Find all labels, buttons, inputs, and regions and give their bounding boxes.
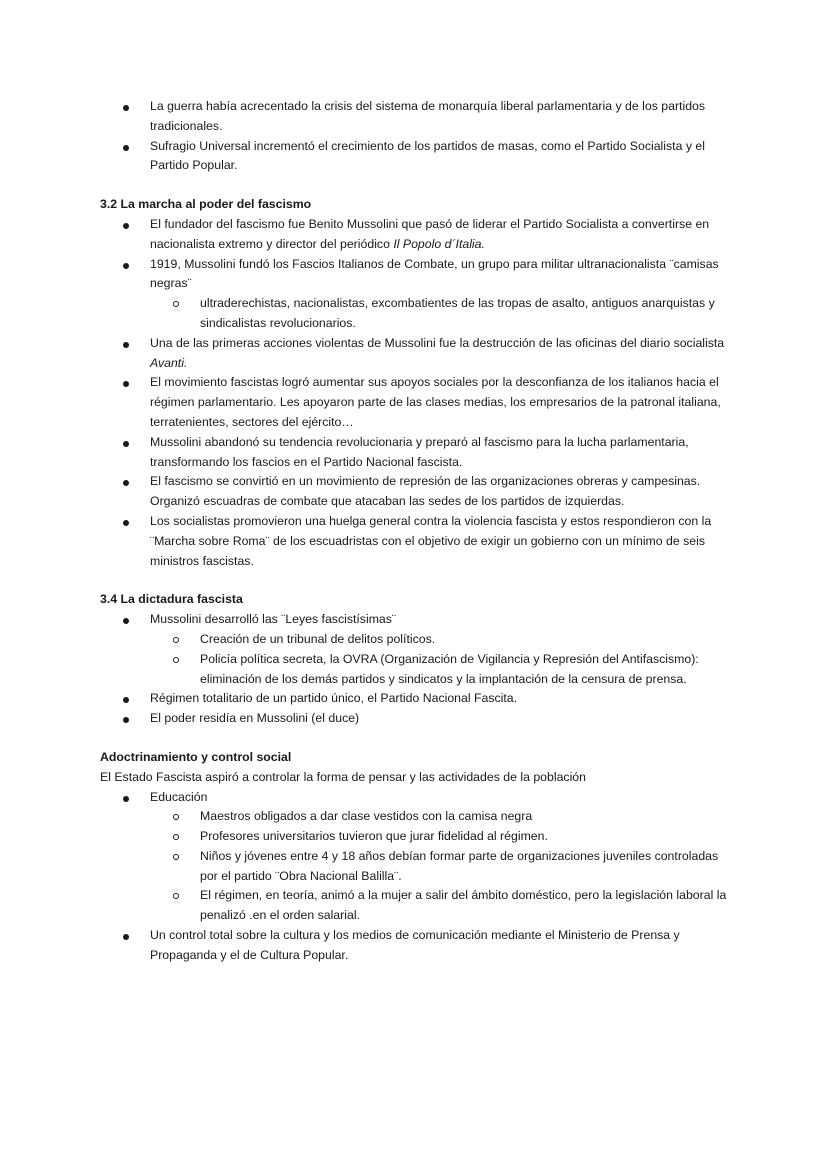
list-item xyxy=(100,610,730,689)
sub-list-item-text: Profesores universitarios tuvieron que jurar fidelidad al régimen. xyxy=(200,829,548,844)
sub-list-item xyxy=(150,847,730,887)
hollow-bullet-icon xyxy=(173,657,179,663)
newspaper-title-italic: Avanti. xyxy=(150,355,188,370)
list-item xyxy=(100,709,730,729)
bullet-icon xyxy=(123,223,129,229)
sub-list-item-text: Creación de un tribunal de delitos políticos. xyxy=(200,631,436,646)
sub-list-item xyxy=(150,630,730,650)
bullet-icon xyxy=(123,934,129,940)
list-item xyxy=(100,255,730,334)
list-item xyxy=(100,472,730,512)
list-item xyxy=(100,512,730,571)
bullet-icon xyxy=(123,480,129,486)
bullet-icon xyxy=(123,618,129,624)
section-heading-adoctrinamiento: Adoctrinamiento y control social xyxy=(100,749,292,764)
list-item xyxy=(100,926,730,966)
list-item xyxy=(100,137,730,177)
list-item xyxy=(100,433,730,473)
hollow-bullet-icon xyxy=(173,893,179,899)
list-item-text: El poder residía en Mussolini (el duce) xyxy=(150,711,360,726)
list-item-text: Los socialistas promovieron una huelga general contra la violencia fascista y estos respondieron con la ¨Marcha sobre Roma¨ de los escuadristas con el objetivo de exigir un gobierno con un mínimo de seis ministros fascistas. xyxy=(150,513,712,568)
sub-list-item xyxy=(150,650,730,690)
list-item xyxy=(100,215,730,255)
bullet-icon xyxy=(123,381,129,387)
sub-list-item-text: Maestros obligados a dar clase vestidos con la camisa negra xyxy=(200,809,533,824)
bullet-icon xyxy=(123,697,129,703)
sub-bullet-list xyxy=(150,630,730,689)
bullet-icon xyxy=(123,717,129,723)
list-item-text: Educación xyxy=(150,789,208,804)
list-item-text: Mussolini abandonó su tendencia revolucionaria y preparó al fascismo para la lucha parlamentaria, transformando los fascios en el Partido Nacional fascista. xyxy=(150,434,689,469)
bullet-icon xyxy=(123,105,129,111)
list-item-text: Mussolini desarrolló las ¨Leyes fascistísimas¨ xyxy=(150,612,397,627)
bullet-icon xyxy=(123,441,129,447)
bullet-icon xyxy=(123,342,129,348)
list-item-text: 1919, Mussolini fundó los Fascios Italianos de Combate, un grupo para militar ultranacionalista ¨camisas negras¨ xyxy=(150,256,719,291)
section-intro-paragraph: El Estado Fascista aspiró a controlar la forma de pensar y las actividades de la población xyxy=(100,769,586,784)
bullet-icon xyxy=(123,145,129,151)
hollow-bullet-icon xyxy=(173,854,179,860)
newspaper-title-italic: Il Popolo d´Italia. xyxy=(393,236,485,251)
sub-bullet-list xyxy=(150,807,730,926)
list-item-text: Régimen totalitario de un partido único, el Partido Nacional Fascita. xyxy=(150,691,518,706)
sub-list-item-text: Policía política secreta, la OVRA (Organización de Vigilancia y Represión del Antifascismo): eliminación de los demás partidos y sindicatos y la implantación de la censura de prensa. xyxy=(200,651,699,686)
sub-list-item-text: ultraderechistas, nacionalistas, excombatientes de las tropas de asalto, antiguos anarquistas y sindicalistas revolucionarios. xyxy=(200,296,715,330)
bullet-icon xyxy=(123,520,129,526)
sub-list-item-text: El régimen, en teoría, animó a la mujer a salir del ámbito doméstico, pero la legislación laboral la penalizó .en el orden salarial. xyxy=(200,888,727,923)
hollow-bullet-icon xyxy=(173,637,179,643)
sub-bullet-list xyxy=(150,294,730,334)
list-item xyxy=(100,689,730,709)
sub-list-item xyxy=(150,886,730,926)
list-item xyxy=(100,788,730,927)
sub-list-item-text: Niños y jóvenes entre 4 y 18 años debían formar parte de organizaciones juveniles controladas por el partido ¨Obra Nacional Balilla¨. xyxy=(200,848,719,883)
section-heading-3-4: 3.4 La dictadura fascista xyxy=(100,592,243,607)
document-page xyxy=(100,97,730,966)
list-item xyxy=(100,373,730,432)
section-heading-3-2: 3.2 La marcha al poder del fascismo xyxy=(100,197,312,212)
sub-list-item xyxy=(150,294,730,334)
bullet-icon xyxy=(123,263,129,269)
list-item-text: El movimiento fascistas logró aumentar sus apoyos sociales por la desconfianza de los italianos hacia el régimen parlamentario. Les apoyaron parte de las clases medias, los empresarios de la patronal italiana, terratenientes, sectores del ejército… xyxy=(150,375,721,429)
list-item-text: La guerra había acrecentado la crisis del sistema de monarquía liberal parlamentaria y de los partidos tradicionales. xyxy=(150,99,706,133)
sub-list-item xyxy=(150,807,730,827)
hollow-bullet-icon xyxy=(173,834,179,840)
list-item-text: Un control total sobre la cultura y los medios de comunicación mediante el Ministerio de Prensa y Propaganda y el de Cultura Popular. xyxy=(150,928,680,962)
list-item-text: Sufragio Universal incrementó el crecimiento de los partidos de masas, como el Partido Socialista y el Partido Popular. xyxy=(150,138,705,173)
list-item-text: El fascismo se convirtió en un movimiento de represión de las organizaciones obreras y campesinas. Organizó escuadras de combate que atacaban las sedes de los partidos de izquierdas. xyxy=(150,474,701,509)
bullet-icon xyxy=(123,796,129,802)
list-item-text: Una de las primeras acciones violentas de Mussolini fue la destrucción de las oficinas del diario socialista xyxy=(150,335,725,350)
section-3-4-bullet-list xyxy=(100,610,730,729)
adoctrinamiento-bullet-list xyxy=(100,788,730,966)
list-item-text: El fundador del fascismo fue Benito Mussolini que pasó de liderar el Partido Socialista a convertirse en nacionalista extremo y director del periódico xyxy=(150,216,710,251)
hollow-bullet-icon xyxy=(173,814,179,820)
list-item xyxy=(100,334,730,374)
sub-list-item xyxy=(150,827,730,847)
intro-bullet-list xyxy=(100,97,730,176)
hollow-bullet-icon xyxy=(173,301,179,307)
list-item xyxy=(100,97,730,137)
section-3-2-bullet-list xyxy=(100,215,730,571)
